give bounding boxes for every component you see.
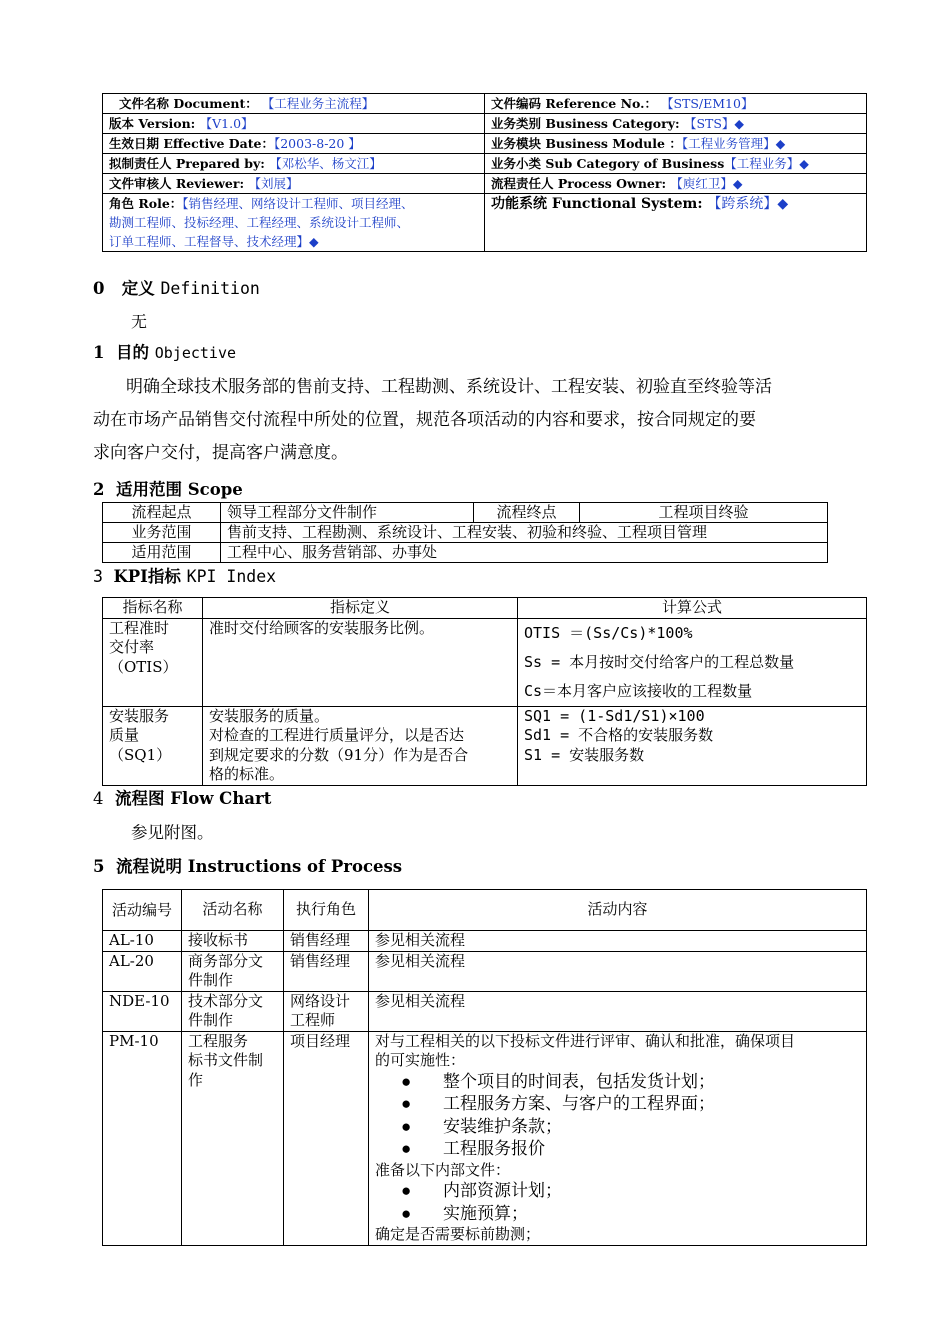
- kpi-name-line: 安装服务: [109, 706, 170, 725]
- process-owner-label: 流程责任人 Process Owner:: [491, 176, 671, 191]
- scope-business-value: 售前支持、工程勘测、系统设计、工程安装、初验和终验、工程项目管理: [221, 523, 828, 543]
- content-line: 准备以下内部文件：: [375, 1160, 511, 1179]
- list-item: [375, 1093, 860, 1116]
- process-header-role: 执行角色: [284, 890, 369, 931]
- section-number: 1: [93, 343, 105, 362]
- role-value-line-1: 【销售经理、网络设计工程师、项目经理、: [182, 196, 414, 211]
- objective-line-1: 明确全球技术服务部的售前支持、工程勘测、系统设计、工程安装、初验直至终验等活: [126, 377, 772, 397]
- doc-name-cell: [103, 94, 485, 114]
- formula-line: OTIS ＝(Ss/Cs)*100%: [524, 623, 693, 642]
- bullet-icon: ●: [401, 1071, 412, 1091]
- kpi-name-line: 质量: [109, 726, 140, 744]
- list-item-text: 工程服务方案、与客户的工程界面；: [443, 1094, 715, 1114]
- table-row: [103, 543, 828, 563]
- activity-content: 参见相关流程: [369, 931, 867, 952]
- formula-line: S1 = 安装服务数: [524, 745, 645, 764]
- prepared-by-label: 拟制责任人 Prepared by:: [109, 156, 270, 171]
- kpi-name-line: （OTIS）: [109, 657, 178, 676]
- process-header-name: 活动名称: [182, 890, 284, 931]
- kpi-name-line: 交付率: [109, 638, 155, 656]
- section-number: 0: [93, 279, 105, 298]
- activity-name: [182, 1031, 284, 1245]
- activity-role: 销售经理: [284, 951, 369, 991]
- list-item: [375, 1116, 860, 1139]
- content-line: 对与工程相关的以下投标文件进行评审、确认和批准，确保项目: [375, 1031, 796, 1050]
- activity-name-line: 作: [188, 1070, 204, 1089]
- scope-end-label: 流程终点: [474, 503, 580, 523]
- content-line: 的可实施性：: [375, 1051, 466, 1069]
- sub-category-value: 【工程业务】◆: [724, 156, 809, 171]
- version-label: 版本 Version:: [109, 116, 200, 131]
- version-value: 【V1.0】: [199, 116, 254, 131]
- formula-line: Cs＝本月客户应该接收的工程数量: [524, 681, 753, 700]
- list-item: [375, 1180, 860, 1203]
- activity-content: 参见相关流程: [369, 951, 867, 991]
- scope-start-value: 领导工程部分文件制作: [221, 503, 474, 523]
- section-title: 流程说明 Instructions of Process: [115, 857, 403, 876]
- document-info-table: [102, 93, 867, 252]
- definition-line: 到规定要求的分数（91分）作为是否合: [209, 745, 469, 764]
- list-item: [375, 1138, 860, 1161]
- role-cell: [103, 194, 485, 252]
- list-item-text: 整个项目的时间表，包括发货计划；: [443, 1071, 715, 1092]
- kpi-name-line: （SQ1）: [109, 745, 172, 764]
- kpi-otis-definition: 准时交付给顾客的安装服务比例。: [203, 618, 518, 706]
- section-4-body: 参见附图。: [131, 823, 214, 842]
- section-1-body: [93, 371, 863, 470]
- reviewer-value: 【刘展】: [248, 176, 299, 191]
- table-row: [103, 523, 828, 543]
- list-item-text: 内部资源计划；: [443, 1181, 562, 1201]
- table-row: [103, 1031, 867, 1245]
- section-title: 目的: [115, 343, 155, 362]
- section-0-body: 无: [131, 312, 148, 331]
- kpi-sq1-name: [103, 706, 203, 785]
- section-1-heading: [93, 342, 236, 364]
- biz-module-value: 【工程业务管理】◆: [681, 136, 786, 151]
- bullet-icon: ●: [401, 1116, 412, 1136]
- table-row: [103, 503, 828, 523]
- activity-name-line: 工程服务: [188, 1031, 249, 1050]
- section-title: KPI指标: [113, 567, 187, 586]
- doc-name-label: 文件名称 Document：: [119, 96, 258, 111]
- sub-category-label: 业务小类 Sub Category of Business: [491, 156, 725, 171]
- activity-content: [369, 1031, 867, 1245]
- section-2-heading: [93, 479, 243, 501]
- table-row: [103, 951, 867, 991]
- section-title-en: KPI Index: [186, 567, 277, 586]
- section-title: 适用范围 Scope: [115, 480, 243, 499]
- functional-system-value: 【跨系统】◆: [707, 196, 789, 212]
- activity-name-line: 标书文件制: [188, 1051, 264, 1069]
- objective-line-3: 求向客户交付，提高客户满意度。: [93, 443, 348, 463]
- process-header-id: 活动编号: [103, 890, 182, 931]
- activity-content: 参见相关流程: [369, 991, 867, 1031]
- activity-id: AL-20: [103, 951, 182, 991]
- list-item-text: 安装维护条款；: [443, 1116, 562, 1137]
- section-number: 4: [93, 789, 104, 808]
- effective-date-label: 生效日期 Effective Date：: [109, 136, 274, 151]
- section-title: 定义: [121, 279, 161, 298]
- list-item: [375, 1203, 860, 1226]
- section-number: 2: [93, 480, 105, 499]
- activity-id: NDE-10: [103, 991, 182, 1031]
- bullet-icon: ●: [401, 1203, 412, 1223]
- biz-category-value: 【STS】◆: [683, 116, 745, 131]
- section-number: 5: [93, 857, 105, 876]
- role-label: 角色 Role：: [109, 196, 183, 211]
- list-item-text: 实施预算；: [443, 1203, 528, 1224]
- scope-start-label: 流程起点: [103, 503, 221, 523]
- functional-system-label: 功能系统 Functional System:: [491, 196, 708, 212]
- activity-role: 网络设计工程师: [284, 991, 369, 1031]
- table-row: [103, 598, 867, 619]
- section-0-heading: [93, 278, 260, 300]
- section-5-heading: [93, 856, 402, 878]
- role-value-line-3: 订单工程师、工程督导、技术经理】◆: [109, 234, 319, 249]
- activity-id: PM-10: [103, 1031, 182, 1245]
- section-number: 3: [93, 567, 103, 586]
- table-row: [103, 706, 867, 785]
- kpi-sq1-definition: [203, 706, 518, 785]
- bullet-icon: ●: [401, 1094, 412, 1113]
- formula-line: SQ1 = (1-Sd1/S1)×100: [524, 706, 705, 725]
- doc-code-value: 【STS/EM10】: [660, 96, 754, 111]
- activity-name: 技术部分文件制作: [182, 991, 284, 1031]
- objective-line-2: 动在市场产品销售交付流程中所处的位置，规范各项活动的内容和要求，按合同规定的要: [93, 410, 756, 430]
- scope-end-value: 工程项目终验: [580, 503, 828, 523]
- scope-apply-label: 适用范围: [103, 543, 221, 563]
- scope-table: [102, 502, 828, 563]
- definition-line: 格的标准。: [209, 765, 285, 783]
- activity-role: 项目经理: [284, 1031, 369, 1245]
- process-owner-value: 【庾红卫】◆: [670, 176, 743, 191]
- prepared-by-value: 【邓松华、杨文江】: [269, 156, 382, 171]
- kpi-otis-name: [103, 618, 203, 706]
- activity-name: 商务部分文件制作: [182, 951, 284, 991]
- activity-name: 接收标书: [182, 931, 284, 952]
- doc-code-label: 文件编码 Reference No.：: [491, 96, 657, 111]
- table-row: [103, 618, 867, 706]
- effective-date-value: 【2003-8-20 】: [273, 136, 361, 151]
- biz-category-label: 业务类别 Business Category:: [491, 116, 684, 131]
- scope-apply-value: 工程中心、服务营销部、办事处: [221, 543, 828, 563]
- formula-line: Ss = 本月按时交付给客户的工程总数量: [524, 652, 795, 671]
- kpi-table: [102, 597, 867, 786]
- section-4-heading: [93, 788, 271, 810]
- section-title: 流程图 Flow Chart: [115, 789, 272, 808]
- reviewer-label: 文件审核人 Reviewer:: [109, 176, 249, 191]
- definition-line: 安装服务的质量。: [209, 706, 330, 725]
- kpi-header-name: 指标名称: [103, 598, 203, 619]
- activity-id: AL-10: [103, 931, 182, 952]
- scope-business-label: 业务范围: [103, 523, 221, 543]
- process-table: [102, 889, 867, 1246]
- list-item: [375, 1071, 860, 1094]
- kpi-header-definition: 指标定义: [203, 598, 518, 619]
- kpi-sq1-formula: [518, 706, 867, 785]
- formula-line: Sd1 = 不合格的安装服务数: [524, 726, 714, 744]
- table-row: [103, 931, 867, 952]
- process-header-content: 活动内容: [369, 890, 867, 931]
- section-3-heading: [93, 566, 276, 588]
- activity-role: 销售经理: [284, 931, 369, 952]
- list-item-text: 工程服务报价: [443, 1139, 545, 1159]
- bullet-icon: ●: [401, 1181, 412, 1200]
- table-row: [103, 890, 867, 931]
- bullet-icon: ●: [401, 1139, 412, 1158]
- kpi-name-line: 工程准时: [109, 618, 170, 637]
- section-title-en: Objective: [154, 344, 237, 362]
- section-title-en: Definition: [160, 279, 260, 298]
- table-row: [103, 991, 867, 1031]
- doc-name-value: 【工程业务主流程】: [261, 96, 375, 111]
- role-value-line-2: 勘测工程师、投标经理、工程经理、系统设计工程师、: [109, 215, 410, 230]
- doc-code-cell: [485, 94, 867, 114]
- definition-line: 对检查的工程进行质量评分，以是否达: [209, 726, 465, 744]
- kpi-otis-formula: [518, 618, 867, 706]
- kpi-header-formula: 计算公式: [518, 598, 867, 619]
- biz-module-label: 业务模块 Business Module ：: [491, 136, 682, 151]
- content-line: 确定是否需要标前勘测；: [375, 1225, 541, 1243]
